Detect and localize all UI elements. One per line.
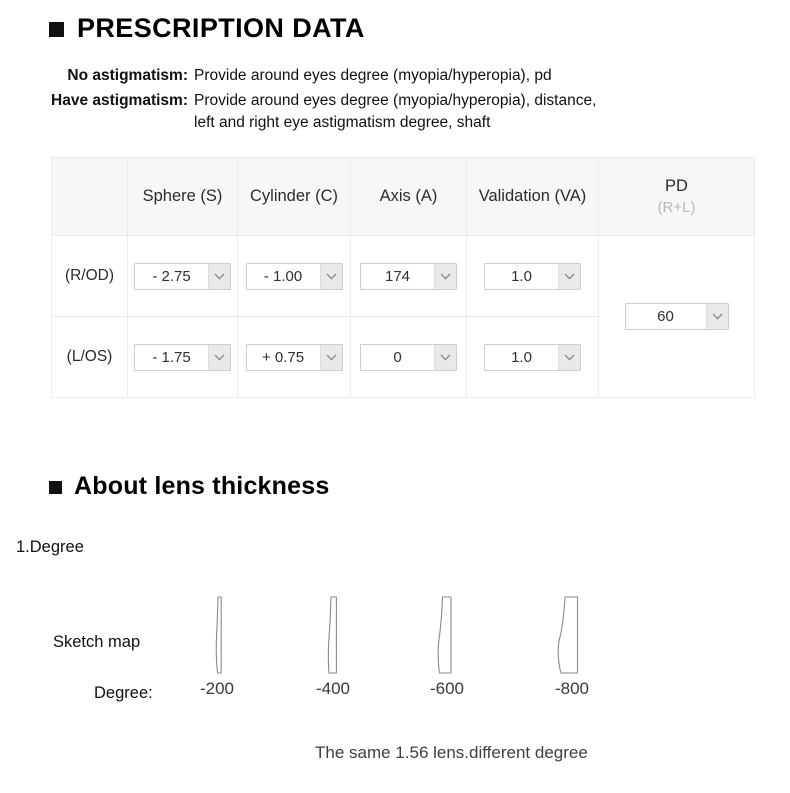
have-astigmatism-label: Have astigmatism: [51, 92, 188, 109]
lens-degree-1: -400 [315, 679, 351, 698]
chevron-down-icon[interactable] [558, 264, 580, 289]
astigmatism-row-have [24, 90, 764, 134]
prescription-data-heading-label: PRESCRIPTION DATA [77, 13, 365, 43]
validation-right-value: 1.0 [485, 264, 558, 289]
lens-cross-section-icon [517, 592, 627, 677]
row-label-left-eye: (L/OS) [52, 317, 128, 398]
have-astigmatism-text-line1: Provide around eyes degree (myopia/hyperopia), distance, [194, 92, 597, 109]
cylinder-right-value: - 1.00 [247, 264, 320, 289]
square-bullet-icon [49, 481, 62, 494]
chevron-down-icon[interactable] [208, 345, 230, 370]
axis-right-value: 174 [361, 264, 434, 289]
lens-degree-0: -200 [199, 679, 235, 698]
astigmatism-description-block [24, 65, 764, 137]
sphere-right-value: - 2.75 [135, 264, 208, 289]
cell-validation-left [467, 317, 599, 398]
no-astigmatism-text-line1: Provide around eyes degree (myopia/hyperopia), pd [194, 67, 552, 84]
same-lens-caption: The same 1.56 lens.different degree [315, 743, 588, 762]
cell-cylinder-right [238, 236, 351, 317]
cylinder-left-select[interactable] [246, 344, 343, 371]
lens-degree-3: -800 [554, 679, 590, 698]
cell-cylinder-left [238, 317, 351, 398]
chevron-down-icon[interactable] [320, 345, 342, 370]
cylinder-left-value: + 0.75 [247, 345, 320, 370]
header-eye [52, 158, 128, 236]
lens-column-1 [278, 592, 388, 699]
row-label-right-eye: (R/OD) [52, 236, 128, 317]
chevron-down-icon[interactable] [558, 345, 580, 370]
header-cylinder: Cylinder (C) [238, 158, 351, 236]
validation-right-select[interactable] [484, 263, 581, 290]
prescription-data-heading [49, 13, 365, 44]
sphere-right-select[interactable] [134, 263, 231, 290]
cell-sphere-right [128, 236, 238, 317]
header-pd-main: PD [665, 176, 688, 195]
header-pd [599, 158, 755, 236]
sphere-left-select[interactable] [134, 344, 231, 371]
header-pd-sub: (R+L) [657, 198, 696, 216]
no-astigmatism-label: No astigmatism: [67, 67, 188, 84]
axis-left-value: 0 [361, 345, 434, 370]
lens-cross-section-icon [278, 592, 388, 677]
lens-column-2 [392, 592, 502, 699]
header-sphere: Sphere (S) [128, 158, 238, 236]
square-bullet-icon [49, 22, 64, 37]
header-axis: Axis (A) [351, 158, 467, 236]
prescription-table-header [52, 158, 755, 236]
header-validation: Validation (VA) [467, 158, 599, 236]
cell-validation-right [467, 236, 599, 317]
prescription-table-body [52, 236, 755, 398]
lens-thickness-heading [49, 472, 329, 501]
chevron-down-icon[interactable] [706, 304, 728, 329]
degree-subheading: 1.Degree [16, 538, 84, 556]
lens-cross-section-icon [392, 592, 502, 677]
sphere-left-value: - 1.75 [135, 345, 208, 370]
cell-axis-left [351, 317, 467, 398]
axis-left-select[interactable] [360, 344, 457, 371]
prescription-table-container [51, 157, 754, 397]
lens-cross-section-icon [162, 592, 272, 677]
pd-value: 60 [626, 304, 706, 329]
chevron-down-icon[interactable] [320, 264, 342, 289]
have-astigmatism-text-line2: left and right eye astigmatism degree, shaft [194, 114, 491, 131]
cell-axis-right [351, 236, 467, 317]
cell-sphere-left [128, 317, 238, 398]
chevron-down-icon[interactable] [434, 264, 456, 289]
validation-left-value: 1.0 [485, 345, 558, 370]
lens-column-0 [162, 592, 272, 699]
validation-left-select[interactable] [484, 344, 581, 371]
lens-column-3 [517, 592, 627, 699]
pd-select[interactable] [625, 303, 729, 330]
astigmatism-row-no [24, 65, 764, 87]
no-astigmatism-text [194, 65, 552, 87]
chevron-down-icon[interactable] [208, 264, 230, 289]
axis-right-select[interactable] [360, 263, 457, 290]
degree-row-label: Degree: [94, 684, 153, 702]
cylinder-right-select[interactable] [246, 263, 343, 290]
have-astigmatism-text [194, 90, 596, 134]
cell-pd [599, 236, 755, 398]
table-row-right-eye [52, 236, 755, 317]
lens-sketch-area [0, 592, 790, 727]
prescription-table [51, 157, 755, 398]
chevron-down-icon[interactable] [434, 345, 456, 370]
lens-thickness-heading-label: About lens thickness [74, 472, 330, 500]
lens-degree-2: -600 [429, 679, 465, 698]
table-header-row [52, 158, 755, 236]
sketch-map-label: Sketch map [53, 633, 141, 651]
